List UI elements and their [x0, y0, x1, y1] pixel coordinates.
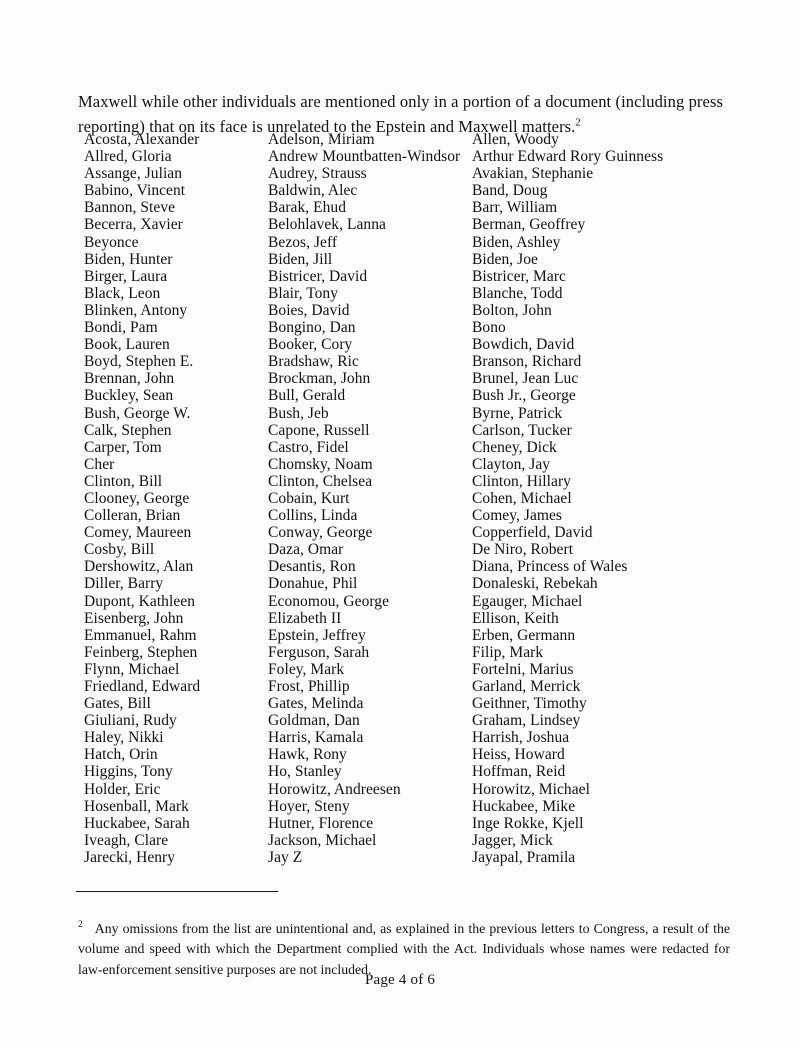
name-entry: Jayapal, Pramila	[472, 848, 576, 866]
name-entry: Hatch, Orin	[84, 746, 158, 764]
name-entry: Hoyer, Steny	[268, 797, 350, 815]
name-entry: Band, Doug	[472, 182, 548, 200]
name-entry: Egauger, Michael	[472, 592, 583, 610]
name-row	[84, 353, 714, 370]
name-entry: Booker, Cory	[268, 336, 353, 354]
name-row	[84, 251, 714, 268]
name-entry: Blinken, Antony	[84, 301, 188, 319]
name-row	[84, 695, 714, 712]
name-list-table	[84, 131, 714, 866]
name-entry: Bannon, Steve	[84, 199, 176, 217]
name-entry: Eisenberg, John	[84, 609, 184, 627]
name-entry: Black, Leon	[84, 284, 161, 302]
name-entry: Branson, Richard	[472, 353, 582, 371]
name-entry: Barak, Ehud	[268, 199, 347, 217]
name-entry: Dupont, Kathleen	[84, 592, 195, 610]
name-entry: Colleran, Brian	[84, 507, 181, 525]
name-entry: Foley, Mark	[268, 660, 345, 678]
name-entry: Arthur Edward Rory Guinness	[472, 148, 664, 166]
name-entry: Higgins, Tony	[84, 763, 173, 781]
name-row	[84, 575, 714, 592]
name-entry: Elizabeth II	[268, 609, 342, 627]
name-entry: Geithner, Timothy	[472, 695, 587, 713]
name-entry: Bistricer, Marc	[472, 267, 566, 285]
name-row	[84, 798, 714, 815]
name-entry: Clinton, Hillary	[472, 472, 571, 490]
name-row	[84, 644, 714, 661]
name-entry: Dershowitz, Alan	[84, 558, 194, 576]
name-entry: Biden, Ashley	[472, 233, 561, 251]
name-row	[84, 387, 714, 404]
name-entry: Belohlavek, Lanna	[268, 216, 386, 234]
name-row	[84, 370, 714, 387]
name-entry: Goldman, Dan	[268, 712, 360, 730]
name-entry: Carlson, Tucker	[472, 421, 572, 439]
name-row	[84, 678, 714, 695]
name-entry: Buckley, Sean	[84, 387, 174, 405]
name-entry: Diana, Princess of Wales	[472, 558, 628, 576]
name-entry: Garland, Merrick	[472, 678, 581, 695]
name-row	[84, 148, 714, 165]
name-entry: Biden, Hunter	[84, 250, 173, 268]
name-row	[84, 507, 714, 524]
name-entry: Bistricer, David	[268, 267, 368, 285]
name-entry: Bondi, Pam	[84, 319, 158, 337]
name-row	[84, 781, 714, 798]
name-row	[84, 285, 714, 302]
name-row	[84, 661, 714, 678]
name-entry: Daza, Omar	[268, 541, 344, 559]
name-row	[84, 490, 714, 507]
name-entry: Cosby, Bill	[84, 541, 155, 559]
name-entry: Hawk, Rony	[268, 746, 347, 764]
name-entry: Collins, Linda	[268, 507, 358, 525]
name-row	[84, 234, 714, 251]
name-list-body	[84, 131, 714, 866]
name-entry: Huckabee, Sarah	[84, 814, 190, 832]
name-entry: Avakian, Stephanie	[472, 165, 594, 183]
name-entry: Andrew Mountbatten-Windsor	[268, 148, 461, 166]
name-entry: Cheney, Dick	[472, 438, 557, 456]
name-row	[84, 832, 714, 849]
name-entry: Bezos, Jeff	[268, 233, 338, 251]
name-entry: Comey, Maureen	[84, 524, 192, 542]
name-entry: Bradshaw, Ric	[268, 353, 359, 371]
name-entry: Holder, Eric	[84, 780, 161, 798]
name-entry: Comey, James	[472, 507, 562, 525]
name-entry: Boies, David	[268, 301, 350, 319]
name-entry: Bush, Jeb	[268, 404, 329, 422]
name-entry: Hutner, Florence	[268, 814, 374, 832]
name-row	[84, 815, 714, 832]
name-row	[84, 199, 714, 216]
name-entry: Acosta, Alexander	[84, 131, 200, 148]
name-entry: Bowdich, David	[472, 336, 575, 354]
name-entry: Jay Z	[268, 848, 303, 866]
name-row	[84, 422, 714, 439]
name-entry: Brockman, John	[268, 370, 371, 388]
name-entry: Clooney, George	[84, 489, 190, 507]
name-entry: Hosenball, Mark	[84, 797, 189, 815]
name-entry: Jarecki, Henry	[84, 848, 176, 866]
name-row	[84, 610, 714, 627]
name-entry: Biden, Joe	[472, 250, 538, 268]
name-entry: Harrish, Joshua	[472, 729, 570, 747]
name-entry: Adelson, Miriam	[268, 131, 375, 148]
name-entry: Inge Rokke, Kjell	[472, 814, 584, 832]
name-entry: Blanche, Todd	[472, 284, 563, 302]
name-entry: Filip, Mark	[472, 643, 544, 661]
intro-footnote-marker: 2	[575, 117, 581, 128]
name-entry: Calk, Stephen	[84, 421, 172, 439]
name-entry: Audrey, Strauss	[268, 165, 367, 183]
name-row	[84, 216, 714, 233]
name-entry: Allred, Gloria	[84, 148, 172, 166]
name-row	[84, 456, 714, 473]
name-entry: Heiss, Howard	[472, 746, 565, 764]
footnote-marker: 2	[78, 920, 83, 931]
name-row	[84, 268, 714, 285]
name-entry: Donaleski, Rebekah	[472, 575, 598, 593]
name-entry: Ellison, Keith	[472, 609, 559, 627]
name-row	[84, 746, 714, 763]
name-entry: Baldwin, Alec	[268, 182, 358, 200]
name-entry: Jackson, Michael	[268, 831, 377, 849]
name-row	[84, 729, 714, 746]
name-entry: Iveagh, Clare	[84, 831, 169, 849]
name-row	[84, 712, 714, 729]
name-entry: Cohen, Michael	[472, 489, 572, 507]
name-entry: Huckabee, Mike	[472, 797, 576, 815]
name-entry: Desantis, Ron	[268, 558, 356, 576]
name-entry: Haley, Nikki	[84, 729, 164, 747]
name-entry: Castro, Fidel	[268, 438, 349, 456]
name-entry: Horowitz, Michael	[472, 780, 590, 798]
name-entry: Flynn, Michael	[84, 660, 180, 678]
name-entry: Bush Jr., George	[472, 387, 576, 405]
name-entry: Bull, Gerald	[268, 387, 346, 405]
name-entry: Capone, Russell	[268, 421, 370, 439]
name-entry: Blair, Tony	[268, 284, 339, 302]
name-entry: Ferguson, Sarah	[268, 643, 370, 661]
name-entry: Assange, Julian	[84, 165, 183, 183]
name-entry: Donahue, Phil	[268, 575, 358, 593]
name-entry: Biden, Jill	[268, 250, 333, 268]
name-entry: Brennan, John	[84, 370, 175, 388]
name-entry: Epstein, Jeffrey	[268, 626, 366, 644]
name-row	[84, 302, 714, 319]
name-entry: Bush, George W.	[84, 404, 191, 422]
name-entry: Fortelni, Marius	[472, 660, 574, 678]
name-entry: Erben, Germann	[472, 626, 576, 644]
name-entry: Babino, Vincent	[84, 182, 186, 200]
footnote-text: Any omissions from the list are unintentional and, as explained in the previous letters to Congress, a result of the volume and speed with which the Department complied with the Act. Individuals whose names were redacted for law-enforcement sensitive purposes are not included.	[78, 920, 730, 977]
name-row	[84, 558, 714, 575]
name-entry: Jagger, Mick	[472, 831, 553, 849]
name-entry: Cher	[84, 455, 115, 473]
intro-paragraph-text: Maxwell while other individuals are mentioned only in a portion of a document (including press reporting) that on its face is unrelated to the Epstein and Maxwell matters.	[78, 91, 723, 136]
name-entry: Diller, Barry	[84, 575, 164, 593]
name-row	[84, 849, 714, 866]
name-entry: Clinton, Bill	[84, 472, 163, 490]
name-entry: Chomsky, Noam	[268, 455, 373, 473]
name-entry: Copperfield, David	[472, 524, 593, 542]
name-row	[84, 627, 714, 644]
name-entry: Ho, Stanley	[268, 763, 342, 781]
name-entry: Cobain, Kurt	[268, 489, 350, 507]
name-entry: Barr, William	[472, 199, 558, 217]
name-entry: De Niro, Robert	[472, 541, 574, 559]
name-row	[84, 336, 714, 353]
name-entry: Bono	[472, 319, 506, 337]
name-row	[84, 473, 714, 490]
name-row	[84, 131, 714, 148]
name-entry: Carper, Tom	[84, 438, 162, 456]
name-row	[84, 439, 714, 456]
name-entry: Giuliani, Rudy	[84, 712, 177, 730]
footnote-separator-rule	[76, 891, 278, 892]
name-entry: Clayton, Jay	[472, 455, 551, 473]
name-entry: Book, Lauren	[84, 336, 170, 354]
name-entry: Gates, Melinda	[268, 695, 364, 713]
name-entry: Birger, Laura	[84, 267, 168, 285]
page-number: Page 4 of 6	[364, 972, 436, 988]
name-entry: Beyonce	[84, 233, 139, 251]
name-entry: Allen, Woody	[472, 131, 559, 148]
name-entry: Conway, George	[268, 524, 373, 542]
name-entry: Friedland, Edward	[84, 678, 201, 695]
name-entry: Graham, Lindsey	[472, 712, 581, 730]
name-entry: Emmanuel, Rahm	[84, 626, 197, 644]
name-entry: Becerra, Xavier	[84, 216, 183, 234]
name-entry: Boyd, Stephen E.	[84, 353, 194, 371]
name-row	[84, 763, 714, 780]
name-entry: Economou, George	[268, 592, 390, 610]
name-row	[84, 593, 714, 610]
name-entry: Horowitz, Andreesen	[268, 780, 401, 798]
name-entry: Bongino, Dan	[268, 319, 356, 337]
name-entry: Harris, Kamala	[268, 729, 364, 747]
name-entry: Gates, Bill	[84, 695, 151, 713]
name-entry: Byrne, Patrick	[472, 404, 563, 422]
name-row	[84, 405, 714, 422]
name-entry: Clinton, Chelsea	[268, 472, 373, 490]
name-row	[84, 165, 714, 182]
name-row	[84, 182, 714, 199]
name-entry: Brunel, Jean Luc	[472, 370, 579, 388]
name-row	[84, 541, 714, 558]
name-entry: Berman, Geoffrey	[472, 216, 586, 234]
name-row	[84, 319, 714, 336]
name-entry: Hoffman, Reid	[472, 763, 566, 781]
name-row	[84, 524, 714, 541]
name-entry: Frost, Phillip	[268, 678, 350, 695]
name-entry: Bolton, John	[472, 301, 552, 319]
name-entry: Feinberg, Stephen	[84, 643, 198, 661]
